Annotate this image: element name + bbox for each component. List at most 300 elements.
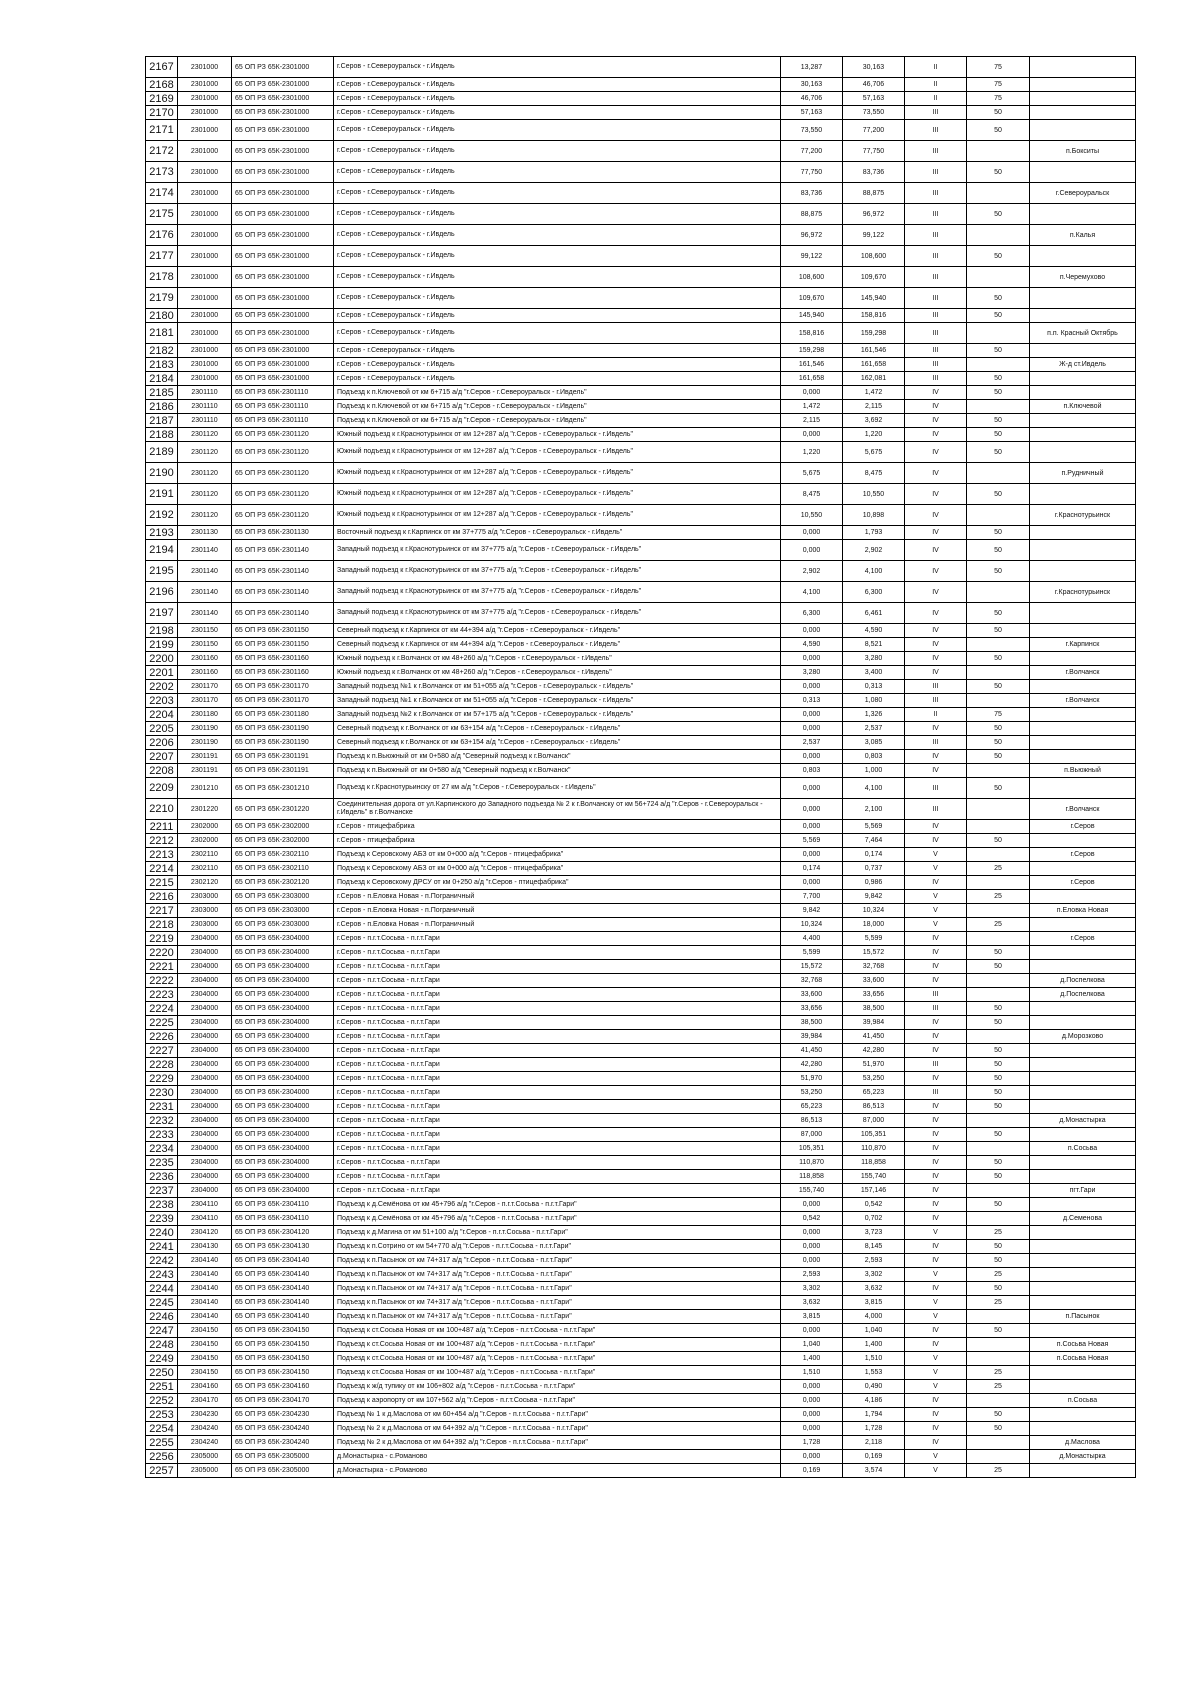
road-id-cell: 65 ОП РЗ 65К-2301191 [232, 764, 334, 778]
road-code-cell: 2301000 [178, 78, 232, 92]
settlement-cell: п.Вьюжный [1030, 764, 1136, 778]
row-number-cell: 2195 [146, 561, 178, 582]
road-id-cell: 65 ОП РЗ 65К-2304240 [232, 1422, 334, 1436]
road-category-cell: V [905, 1450, 967, 1464]
speed-limit-cell [967, 848, 1030, 862]
road-category-cell: III [905, 106, 967, 120]
road-id-cell: 65 ОП РЗ 65К-2301000 [232, 92, 334, 106]
km-end-cell: 30,163 [843, 57, 905, 78]
km-start-cell: 6,300 [781, 603, 843, 624]
settlement-cell [1030, 862, 1136, 876]
road-name-cell: Южный подъезд к г.Краснотурьинск от км 12+287 а/д "г.Серов - г.Североуральск - г.Ивдель" [334, 442, 781, 463]
speed-limit-cell: 50 [967, 106, 1030, 120]
speed-limit-cell [967, 876, 1030, 890]
road-id-cell: 65 ОП РЗ 65К-2304000 [232, 1100, 334, 1114]
road-code-cell: 2304000 [178, 974, 232, 988]
road-id-cell: 65 ОП РЗ 65К-2301120 [232, 463, 334, 484]
km-end-cell: 4,186 [843, 1394, 905, 1408]
road-code-cell: 2304000 [178, 1002, 232, 1016]
row-number-cell: 2226 [146, 1030, 178, 1044]
km-start-cell: 3,815 [781, 1310, 843, 1324]
speed-limit-cell: 50 [967, 526, 1030, 540]
km-end-cell: 3,692 [843, 414, 905, 428]
settlement-cell [1030, 918, 1136, 932]
speed-limit-cell: 50 [967, 1002, 1030, 1016]
road-code-cell: 2304000 [178, 1016, 232, 1030]
road-category-cell: III [905, 344, 967, 358]
road-code-cell: 2301130 [178, 526, 232, 540]
speed-limit-cell: 75 [967, 78, 1030, 92]
road-name-cell: Южный подъезд к г.Краснотурьинск от км 12+287 а/д "г.Серов - г.Североуральск - г.Ивдель" [334, 505, 781, 526]
km-start-cell: 39,984 [781, 1030, 843, 1044]
road-category-cell: III [905, 988, 967, 1002]
row-number-cell: 2218 [146, 918, 178, 932]
road-code-cell: 2301150 [178, 638, 232, 652]
speed-limit-cell [967, 932, 1030, 946]
km-end-cell: 2,902 [843, 540, 905, 561]
road-id-cell: 65 ОП РЗ 65К-2301140 [232, 540, 334, 561]
road-code-cell: 2304240 [178, 1436, 232, 1450]
road-id-cell: 65 ОП РЗ 65К-2303000 [232, 918, 334, 932]
settlement-cell [1030, 890, 1136, 904]
km-start-cell: 2,115 [781, 414, 843, 428]
road-name-cell: Восточный подъезд к г.Карпинск от км 37+775 а/д "г.Серов - г.Североуральск - г.Ивдель" [334, 526, 781, 540]
road-name-cell: г.Серов - г.Североуральск - г.Ивдель [334, 288, 781, 309]
settlement-cell [1030, 680, 1136, 694]
table-row [146, 288, 1136, 309]
settlement-cell [1030, 834, 1136, 848]
km-start-cell: 3,632 [781, 1296, 843, 1310]
km-end-cell: 4,000 [843, 1310, 905, 1324]
row-number-cell: 2181 [146, 323, 178, 344]
settlement-cell [1030, 1128, 1136, 1142]
road-id-cell: 65 ОП РЗ 65К-2301000 [232, 106, 334, 120]
settlement-cell [1030, 526, 1136, 540]
road-code-cell: 2304000 [178, 1114, 232, 1128]
km-start-cell: 0,000 [781, 1380, 843, 1394]
table-row [146, 722, 1136, 736]
road-code-cell: 2301120 [178, 428, 232, 442]
road-category-cell: IV [905, 1170, 967, 1184]
table-row [146, 960, 1136, 974]
road-name-cell: Подъезд к п.Пасынок от км 74+317 а/д "г.Серов - п.г.т.Сосьва - п.г.т.Гари" [334, 1296, 781, 1310]
road-category-cell: IV [905, 1212, 967, 1226]
settlement-cell: д.Маслова [1030, 1436, 1136, 1450]
road-name-cell: г.Серов - г.Североуральск - г.Ивдель [334, 162, 781, 183]
road-name-cell: г.Серов - птицефабрика [334, 820, 781, 834]
road-category-cell: IV [905, 1198, 967, 1212]
road-id-cell: 65 ОП РЗ 65К-2304000 [232, 988, 334, 1002]
table-row [146, 1352, 1136, 1366]
km-end-cell: 6,461 [843, 603, 905, 624]
road-id-cell: 65 ОП РЗ 65К-2304000 [232, 1072, 334, 1086]
road-name-cell: г.Серов - г.Североуральск - г.Ивдель [334, 57, 781, 78]
km-start-cell: 32,768 [781, 974, 843, 988]
speed-limit-cell: 25 [967, 1296, 1030, 1310]
settlement-cell [1030, 736, 1136, 750]
road-id-cell: 65 ОП РЗ 65К-2301140 [232, 582, 334, 603]
road-code-cell: 2304000 [178, 1184, 232, 1198]
road-id-cell: 65 ОП РЗ 65К-2301000 [232, 344, 334, 358]
speed-limit-cell: 75 [967, 708, 1030, 722]
road-id-cell: 65 ОП РЗ 65К-2304000 [232, 1044, 334, 1058]
km-end-cell: 3,280 [843, 652, 905, 666]
row-number-cell: 2182 [146, 344, 178, 358]
speed-limit-cell [967, 323, 1030, 344]
settlement-cell: д.Монастырка [1030, 1450, 1136, 1464]
road-name-cell: Подъезд к г.Краснотурьинску от 27 км а/д "г.Серов - г.Североуральск - г.Ивдель" [334, 778, 781, 799]
km-end-cell: 158,816 [843, 309, 905, 323]
road-category-cell: IV [905, 876, 967, 890]
row-number-cell: 2238 [146, 1198, 178, 1212]
table-row [146, 1268, 1136, 1282]
settlement-cell: п.Рудничный [1030, 463, 1136, 484]
settlement-cell [1030, 946, 1136, 960]
road-category-cell: IV [905, 1408, 967, 1422]
settlement-cell: г.Карпинск [1030, 638, 1136, 652]
speed-limit-cell: 50 [967, 1086, 1030, 1100]
table-row [146, 904, 1136, 918]
table-row [146, 1156, 1136, 1170]
road-code-cell: 2301160 [178, 666, 232, 680]
table-row [146, 1436, 1136, 1450]
road-code-cell: 2301110 [178, 414, 232, 428]
road-code-cell: 2304240 [178, 1422, 232, 1436]
row-number-cell: 2244 [146, 1282, 178, 1296]
settlement-cell: п.п. Красный Октябрь [1030, 323, 1136, 344]
km-start-cell: 51,970 [781, 1072, 843, 1086]
road-id-cell: 65 ОП РЗ 65К-2301191 [232, 750, 334, 764]
km-end-cell: 99,122 [843, 225, 905, 246]
row-number-cell: 2256 [146, 1450, 178, 1464]
road-name-cell: г.Серов - п.г.т.Сосьва - п.г.т.Гари [334, 1184, 781, 1198]
settlement-cell [1030, 540, 1136, 561]
road-name-cell: г.Серов - п.г.т.Сосьва - п.г.т.Гари [334, 1016, 781, 1030]
row-number-cell: 2167 [146, 57, 178, 78]
road-category-cell: III [905, 162, 967, 183]
road-id-cell: 65 ОП РЗ 65К-2301000 [232, 78, 334, 92]
row-number-cell: 2220 [146, 946, 178, 960]
km-end-cell: 38,500 [843, 1002, 905, 1016]
settlement-cell: г.Волчанск [1030, 666, 1136, 680]
road-category-cell: V [905, 890, 967, 904]
km-end-cell: 1,553 [843, 1366, 905, 1380]
km-start-cell: 4,400 [781, 932, 843, 946]
road-id-cell: 65 ОП РЗ 65К-2302000 [232, 834, 334, 848]
road-id-cell: 65 ОП РЗ 65К-2304140 [232, 1310, 334, 1324]
table-row [146, 1422, 1136, 1436]
km-start-cell: 5,675 [781, 463, 843, 484]
speed-limit-cell: 50 [967, 1072, 1030, 1086]
road-category-cell: II [905, 708, 967, 722]
speed-limit-cell: 50 [967, 1016, 1030, 1030]
table-row [146, 652, 1136, 666]
road-code-cell: 2302000 [178, 834, 232, 848]
km-start-cell: 0,169 [781, 1464, 843, 1478]
road-register-table [145, 56, 1136, 1478]
speed-limit-cell: 50 [967, 288, 1030, 309]
settlement-cell [1030, 288, 1136, 309]
table-row [146, 309, 1136, 323]
km-end-cell: 10,324 [843, 904, 905, 918]
table-row [146, 372, 1136, 386]
road-name-cell: д.Монастырка - с.Романово [334, 1464, 781, 1478]
km-end-cell: 159,298 [843, 323, 905, 344]
road-category-cell: IV [905, 1184, 967, 1198]
road-code-cell: 2301140 [178, 561, 232, 582]
row-number-cell: 2221 [146, 960, 178, 974]
km-start-cell: 0,000 [781, 1226, 843, 1240]
road-id-cell: 65 ОП РЗ 65К-2301160 [232, 652, 334, 666]
table-row [146, 1394, 1136, 1408]
road-id-cell: 65 ОП РЗ 65К-2304000 [232, 1016, 334, 1030]
road-name-cell: г.Серов - г.Североуральск - г.Ивдель [334, 141, 781, 162]
km-end-cell: 3,723 [843, 1226, 905, 1240]
speed-limit-cell [967, 1450, 1030, 1464]
road-id-cell: 65 ОП РЗ 65К-2301000 [232, 372, 334, 386]
km-end-cell: 46,706 [843, 78, 905, 92]
settlement-cell [1030, 204, 1136, 225]
road-code-cell: 2304000 [178, 1170, 232, 1184]
road-code-cell: 2304170 [178, 1394, 232, 1408]
road-name-cell: Западный подъезд к г.Краснотурьинск от км 37+775 а/д "г.Серов - г.Североуральск - г.Ивдель" [334, 540, 781, 561]
row-number-cell: 2234 [146, 1142, 178, 1156]
settlement-cell: д.Монастырка [1030, 1114, 1136, 1128]
row-number-cell: 2232 [146, 1114, 178, 1128]
speed-limit-cell: 50 [967, 372, 1030, 386]
settlement-cell: п.Пасынок [1030, 1310, 1136, 1324]
road-name-cell: Подъезд к п.Ключевой от км 6+715 а/д "г.Серов - г.Североуральск - г.Ивдель" [334, 414, 781, 428]
road-id-cell: 65 ОП РЗ 65К-2301150 [232, 624, 334, 638]
km-start-cell: 109,670 [781, 288, 843, 309]
road-category-cell: IV [905, 1128, 967, 1142]
road-code-cell: 2304140 [178, 1310, 232, 1324]
km-start-cell: 7,700 [781, 890, 843, 904]
km-end-cell: 1,080 [843, 694, 905, 708]
km-end-cell: 3,085 [843, 736, 905, 750]
road-code-cell: 2301140 [178, 603, 232, 624]
km-end-cell: 2,115 [843, 400, 905, 414]
km-end-cell: 0,313 [843, 680, 905, 694]
km-start-cell: 0,000 [781, 1240, 843, 1254]
settlement-cell [1030, 57, 1136, 78]
road-code-cell: 2301000 [178, 92, 232, 106]
road-category-cell: IV [905, 1044, 967, 1058]
speed-limit-cell [967, 904, 1030, 918]
speed-limit-cell [967, 1030, 1030, 1044]
speed-limit-cell: 50 [967, 1254, 1030, 1268]
road-code-cell: 2304150 [178, 1338, 232, 1352]
table-row [146, 1142, 1136, 1156]
road-category-cell: III [905, 1086, 967, 1100]
road-name-cell: г.Серов - п.г.т.Сосьва - п.г.т.Гари [334, 1114, 781, 1128]
settlement-cell: д.Морозково [1030, 1030, 1136, 1044]
road-id-cell: 65 ОП РЗ 65К-2302000 [232, 820, 334, 834]
speed-limit-cell [967, 988, 1030, 1002]
km-start-cell: 0,803 [781, 764, 843, 778]
settlement-cell: г.Серов [1030, 876, 1136, 890]
table-row [146, 463, 1136, 484]
km-end-cell: 161,546 [843, 344, 905, 358]
km-start-cell: 88,875 [781, 204, 843, 225]
road-name-cell: г.Серов - птицефабрика [334, 834, 781, 848]
road-id-cell: 65 ОП РЗ 65К-2301130 [232, 526, 334, 540]
km-start-cell: 0,000 [781, 1408, 843, 1422]
km-end-cell: 77,200 [843, 120, 905, 141]
road-name-cell: Южный подъезд к г.Краснотурьинск от км 12+287 а/д "г.Серов - г.Североуральск - г.Ивдель" [334, 484, 781, 505]
settlement-cell [1030, 386, 1136, 400]
km-start-cell: 0,000 [781, 778, 843, 799]
road-category-cell: IV [905, 526, 967, 540]
road-category-cell: III [905, 323, 967, 344]
row-number-cell: 2188 [146, 428, 178, 442]
road-code-cell: 2304000 [178, 1058, 232, 1072]
speed-limit-cell [967, 1114, 1030, 1128]
settlement-cell: г.Серов [1030, 820, 1136, 834]
settlement-cell [1030, 106, 1136, 120]
road-code-cell: 2304160 [178, 1380, 232, 1394]
speed-limit-cell: 50 [967, 946, 1030, 960]
table-row [146, 708, 1136, 722]
settlement-cell [1030, 309, 1136, 323]
km-start-cell: 46,706 [781, 92, 843, 106]
road-name-cell: Подъезд к аэропорту от км 107+562 а/д "г.Серов - п.г.т.Сосьва - п.г.т.Гари" [334, 1394, 781, 1408]
row-number-cell: 2193 [146, 526, 178, 540]
settlement-cell [1030, 1016, 1136, 1030]
table-row [146, 1114, 1136, 1128]
road-name-cell: Северный подъезд к г.Карпинск от км 44+394 а/д "г.Серов - г.Североуральск - г.Ивдель" [334, 624, 781, 638]
road-category-cell: II [905, 92, 967, 106]
road-name-cell: Подъезд № 1 к д.Маслова от км 60+454 а/д "г.Серов - п.г.т.Сосьва - п.г.т.Гари" [334, 1408, 781, 1422]
road-name-cell: г.Серов - п.г.т.Сосьва - п.г.т.Гари [334, 1058, 781, 1072]
km-start-cell: 118,858 [781, 1170, 843, 1184]
road-name-cell: г.Серов - г.Североуральск - г.Ивдель [334, 358, 781, 372]
speed-limit-cell [967, 505, 1030, 526]
km-end-cell: 157,146 [843, 1184, 905, 1198]
km-end-cell: 2,118 [843, 1436, 905, 1450]
speed-limit-cell: 50 [967, 1282, 1030, 1296]
row-number-cell: 2187 [146, 414, 178, 428]
road-id-cell: 65 ОП РЗ 65К-2301170 [232, 680, 334, 694]
table-row [146, 848, 1136, 862]
row-number-cell: 2198 [146, 624, 178, 638]
km-start-cell: 0,000 [781, 1394, 843, 1408]
speed-limit-cell: 50 [967, 428, 1030, 442]
settlement-cell: Ж-д ст.Ивдель [1030, 358, 1136, 372]
road-name-cell: Западный подъезд №1 к г.Волчанск от км 51+055 а/д "г.Серов - г.Североуральск - г.Ивдель" [334, 694, 781, 708]
speed-limit-cell: 50 [967, 834, 1030, 848]
speed-limit-cell [967, 1184, 1030, 1198]
road-id-cell: 65 ОП РЗ 65К-2301000 [232, 323, 334, 344]
road-id-cell: 65 ОП РЗ 65К-2301000 [232, 288, 334, 309]
km-start-cell: 9,842 [781, 904, 843, 918]
km-end-cell: 0,174 [843, 848, 905, 862]
road-code-cell: 2301000 [178, 344, 232, 358]
road-id-cell: 65 ОП РЗ 65К-2304140 [232, 1296, 334, 1310]
km-start-cell: 1,040 [781, 1338, 843, 1352]
km-end-cell: 0,490 [843, 1380, 905, 1394]
road-id-cell: 65 ОП РЗ 65К-2304000 [232, 1030, 334, 1044]
settlement-cell [1030, 78, 1136, 92]
road-id-cell: 65 ОП РЗ 65К-2301190 [232, 736, 334, 750]
speed-limit-cell [967, 582, 1030, 603]
settlement-cell: п.Сосьва [1030, 1394, 1136, 1408]
road-code-cell: 2304120 [178, 1226, 232, 1240]
settlement-cell: д.Семенова [1030, 1212, 1136, 1226]
settlement-cell [1030, 246, 1136, 267]
km-start-cell: 0,000 [781, 876, 843, 890]
speed-limit-cell [967, 1436, 1030, 1450]
speed-limit-cell [967, 225, 1030, 246]
row-number-cell: 2254 [146, 1422, 178, 1436]
road-id-cell: 65 ОП РЗ 65К-2304000 [232, 1086, 334, 1100]
road-category-cell: V [905, 1464, 967, 1478]
km-end-cell: 0,737 [843, 862, 905, 876]
road-name-cell: Подъезд к Серовскому АБЗ от км 0+000 а/д "г.Серов - птицефабрика" [334, 862, 781, 876]
speed-limit-cell: 50 [967, 1422, 1030, 1436]
road-code-cell: 2304000 [178, 1072, 232, 1086]
speed-limit-cell: 50 [967, 484, 1030, 505]
km-end-cell: 6,300 [843, 582, 905, 603]
table-row [146, 1240, 1136, 1254]
row-number-cell: 2212 [146, 834, 178, 848]
km-end-cell: 1,793 [843, 526, 905, 540]
road-id-cell: 65 ОП РЗ 65К-2304150 [232, 1338, 334, 1352]
table-row [146, 92, 1136, 106]
table-row [146, 386, 1136, 400]
speed-limit-cell: 50 [967, 603, 1030, 624]
road-code-cell: 2304000 [178, 1030, 232, 1044]
road-name-cell: Подъезд к п.Ключевой от км 6+715 а/д "г.Серов - г.Североуральск - г.Ивдель" [334, 400, 781, 414]
km-end-cell: 5,599 [843, 932, 905, 946]
km-start-cell: 2,537 [781, 736, 843, 750]
speed-limit-cell: 50 [967, 1170, 1030, 1184]
road-code-cell: 2302120 [178, 876, 232, 890]
row-number-cell: 2190 [146, 463, 178, 484]
road-name-cell: г.Серов - г.Североуральск - г.Ивдель [334, 309, 781, 323]
km-end-cell: 1,040 [843, 1324, 905, 1338]
row-number-cell: 2233 [146, 1128, 178, 1142]
km-start-cell: 87,000 [781, 1128, 843, 1142]
table-body [146, 57, 1136, 1478]
km-end-cell: 88,875 [843, 183, 905, 204]
row-number-cell: 2253 [146, 1408, 178, 1422]
speed-limit-cell: 50 [967, 1198, 1030, 1212]
settlement-cell [1030, 484, 1136, 505]
row-number-cell: 2179 [146, 288, 178, 309]
road-code-cell: 2304000 [178, 1156, 232, 1170]
row-number-cell: 2173 [146, 162, 178, 183]
km-start-cell: 8,475 [781, 484, 843, 505]
km-end-cell: 73,550 [843, 106, 905, 120]
road-id-cell: 65 ОП РЗ 65К-2301000 [232, 204, 334, 225]
row-number-cell: 2208 [146, 764, 178, 778]
table-row [146, 1324, 1136, 1338]
km-start-cell: 0,000 [781, 722, 843, 736]
road-name-cell: Соединительная дорога от ул.Карпинского до Западного подъезда № 2 к г.Волчанску от км 56+724 а/д "г.Серов - г.Североуральск - г.Ивдель" в г.Волчанске [334, 799, 781, 820]
km-end-cell: 1,326 [843, 708, 905, 722]
road-category-cell: IV [905, 624, 967, 638]
road-id-cell: 65 ОП РЗ 65К-2304000 [232, 932, 334, 946]
road-category-cell: IV [905, 974, 967, 988]
road-category-cell: V [905, 862, 967, 876]
km-end-cell: 87,000 [843, 1114, 905, 1128]
settlement-cell: д.Поспелкова [1030, 974, 1136, 988]
table-row [146, 890, 1136, 904]
km-start-cell: 10,324 [781, 918, 843, 932]
settlement-cell [1030, 778, 1136, 799]
km-end-cell: 110,870 [843, 1142, 905, 1156]
